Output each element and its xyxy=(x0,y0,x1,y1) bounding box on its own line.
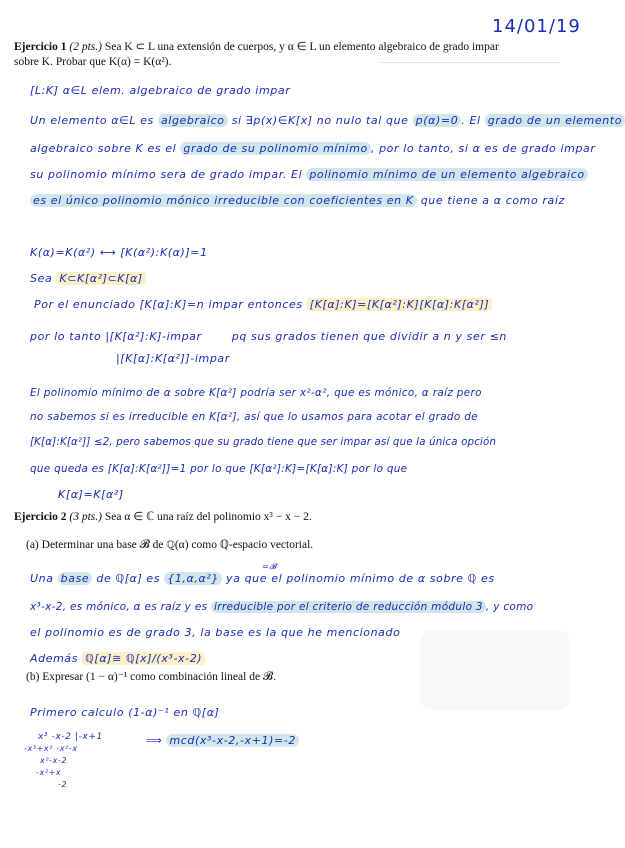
ex1-hw-line-10: |[K[α]:K[α²]]-impar xyxy=(116,352,230,365)
ex1-hw-line-3c: , por lo tanto, si α es de grado impar xyxy=(370,142,596,155)
ex1-hw-line-3a: algebraico sobre K es el xyxy=(30,142,181,155)
ex2-hw-line-4 xyxy=(30,652,205,666)
ex1-hw-line-2 xyxy=(30,114,625,128)
exercise-2-points: (3 pts.) xyxy=(69,511,102,523)
ex1-hw-line-14: que queda es [K[α]:K[α²]]=1 por lo que [K[α²]:K]=[K[α]:K] por lo que xyxy=(30,463,408,475)
division-row-3: x²-x-2 xyxy=(40,756,68,765)
ex2-hw-line-2c: , y como xyxy=(485,601,534,613)
exercise-1-statement-line-2: sobre K. Probar que K(α) = K(α²). xyxy=(14,56,172,68)
ex2-hw-line-2a: x³-x-2, es mónico, α es raíz y es xyxy=(30,601,211,613)
ex1-hw-line-7 xyxy=(30,272,146,286)
ex1-hw-line-15: K[α]=K[α²] xyxy=(58,488,124,501)
ex1-hw-line-9 xyxy=(30,330,507,344)
ex2-hw-b-result xyxy=(146,734,299,748)
ex1-hw-line-1: [L:K] α∈L elem. algebraico de grado impar xyxy=(30,84,291,97)
exercise-2-statement xyxy=(14,510,554,525)
division-row-5: -2 xyxy=(58,780,68,789)
ex2-hw-line-1a: Una xyxy=(30,572,58,585)
exercise-2-statement-text: Sea α ∈ ℂ una raíz del polinomio x³ − x − 2. xyxy=(104,511,312,523)
ex1-hw-line-13: [K[α]:K[α²]] ≤2, pero sabemos que su grado tiene que ser impar así que la única opción xyxy=(30,437,497,448)
exercise-2b-prompt: (b) Expresar (1 − α)⁻¹ como combinación lineal de 𝓑. xyxy=(26,671,276,683)
exercise-1-statement-line-1: Sea K ⊂ L una extensión de cuerpos, y α ∈ L un elemento algebraico de grado impar xyxy=(104,41,499,53)
division-row-1: x³ -x-2 |-x+1 xyxy=(38,732,103,742)
ex1-hw-line-2c: si ∃p(x)∈K[x] no nulo tal que xyxy=(227,114,413,127)
ex2-hw-line-1c: de ℚ[α] es xyxy=(92,572,165,585)
ex1-hw-line-5 xyxy=(30,194,565,208)
highlight-tower-law: [K[α]:K]=[K[α²]:K][K[α]:K[α²]] xyxy=(307,298,493,311)
highlight-base: base xyxy=(58,572,93,585)
ex2-hw-line-1e: ya que el polinomio mínimo de α sobre ℚ es xyxy=(221,572,495,585)
ex2-hw-superscript: =𝓑 xyxy=(262,562,277,571)
exercise-2-title: Ejercicio 2 xyxy=(14,511,67,523)
highlight-polinomio-minimo: polinomio mínimo de un elemento algebraico xyxy=(306,168,587,181)
highlight-unico-polinomio: es el único polinomio mónico irreducible con coeficientes en K xyxy=(30,194,417,207)
ex1-hw-line-7a: Sea xyxy=(30,272,57,285)
highlight-basis-set: {1,α,α²} xyxy=(164,572,222,585)
ex1-hw-line-2e: . El xyxy=(461,114,485,127)
division-row-4: -x²+x xyxy=(36,768,62,777)
highlight-tower: K⊂K[α²]⊂K[α] xyxy=(56,272,145,285)
ex1-hw-line-2a: Un elemento α∈L es xyxy=(30,114,158,127)
exercise-2a-prompt: (a) Determinar una base 𝓑 de ℚ(α) como ℚ-espacio vectorial. xyxy=(26,539,314,551)
exercise-1-points: (2 pts.) xyxy=(69,41,102,53)
ex1-hw-line-4a: su polinomio mínimo sera de grado impar. El xyxy=(30,168,307,181)
ex1-hw-line-8 xyxy=(34,298,492,312)
ex1-hw-line-5b: que tiene a α como raíz xyxy=(416,194,565,207)
highlight-grado-polinomio: grado de su polinomio mínimo xyxy=(180,142,370,155)
ex1-hw-line-11: El polinomio mínimo de α sobre K[α²] podría ser x²-α², que es mónico, α raíz pero xyxy=(30,387,482,399)
highlight-quotient: ℚ[α]≅ ℚ[x]/(x³-x-2) xyxy=(82,652,205,665)
ex2-hw-b-line-1: Primero calculo (1-α)⁻¹ en ℚ[α] xyxy=(30,706,220,719)
highlight-grado-elemento: grado de un elemento xyxy=(485,114,625,127)
highlight-algebraico: algebraico xyxy=(158,114,228,127)
ex1-hw-line-6: K(α)=K(α²) ⟷ [K(α²):K(α)]=1 xyxy=(30,246,208,259)
ex1-hw-line-4 xyxy=(30,168,588,182)
highlight-p-alpha: p(α)=0 xyxy=(413,114,462,127)
exercise-1-statement xyxy=(14,40,554,70)
date-handwritten: 14/01/19 xyxy=(492,16,581,37)
divider-line xyxy=(380,62,560,63)
ex2-hw-line-3: el polinomio es de grado 3, la base es la que he mencionado xyxy=(30,626,401,639)
exercise-1-title: Ejercicio 1 xyxy=(14,41,67,53)
ex2-hw-line-1 xyxy=(30,572,495,586)
highlight-mcd: mcd(x³-x-2,-x+1)=-2 xyxy=(166,734,298,747)
ex2-hw-line-4a: Además xyxy=(30,652,83,665)
ex1-hw-line-9b: pq sus grados tienen que dividir a n y ser ≤n xyxy=(231,330,507,343)
ex2-hw-line-2 xyxy=(30,600,533,614)
highlight-irreducible: irreducible por el criterio de reducción módulo 3 xyxy=(211,601,486,613)
ex1-hw-line-8a: Por el enunciado [K[α]:K]=n impar entonces xyxy=(34,298,307,311)
division-row-2: -x³+x² -x²-x xyxy=(24,744,78,753)
ex2-hw-b-arrow: ⟹ xyxy=(146,734,167,747)
ex1-hw-line-9a: por lo tanto |[K[α²]:K]-impar xyxy=(30,330,202,343)
watermark-shape xyxy=(420,630,570,710)
ex1-hw-line-12: no sabemos si es irreducible en K[α²], así que lo usamos para acotar el grado de xyxy=(30,411,478,423)
ex1-hw-line-3 xyxy=(30,142,596,156)
